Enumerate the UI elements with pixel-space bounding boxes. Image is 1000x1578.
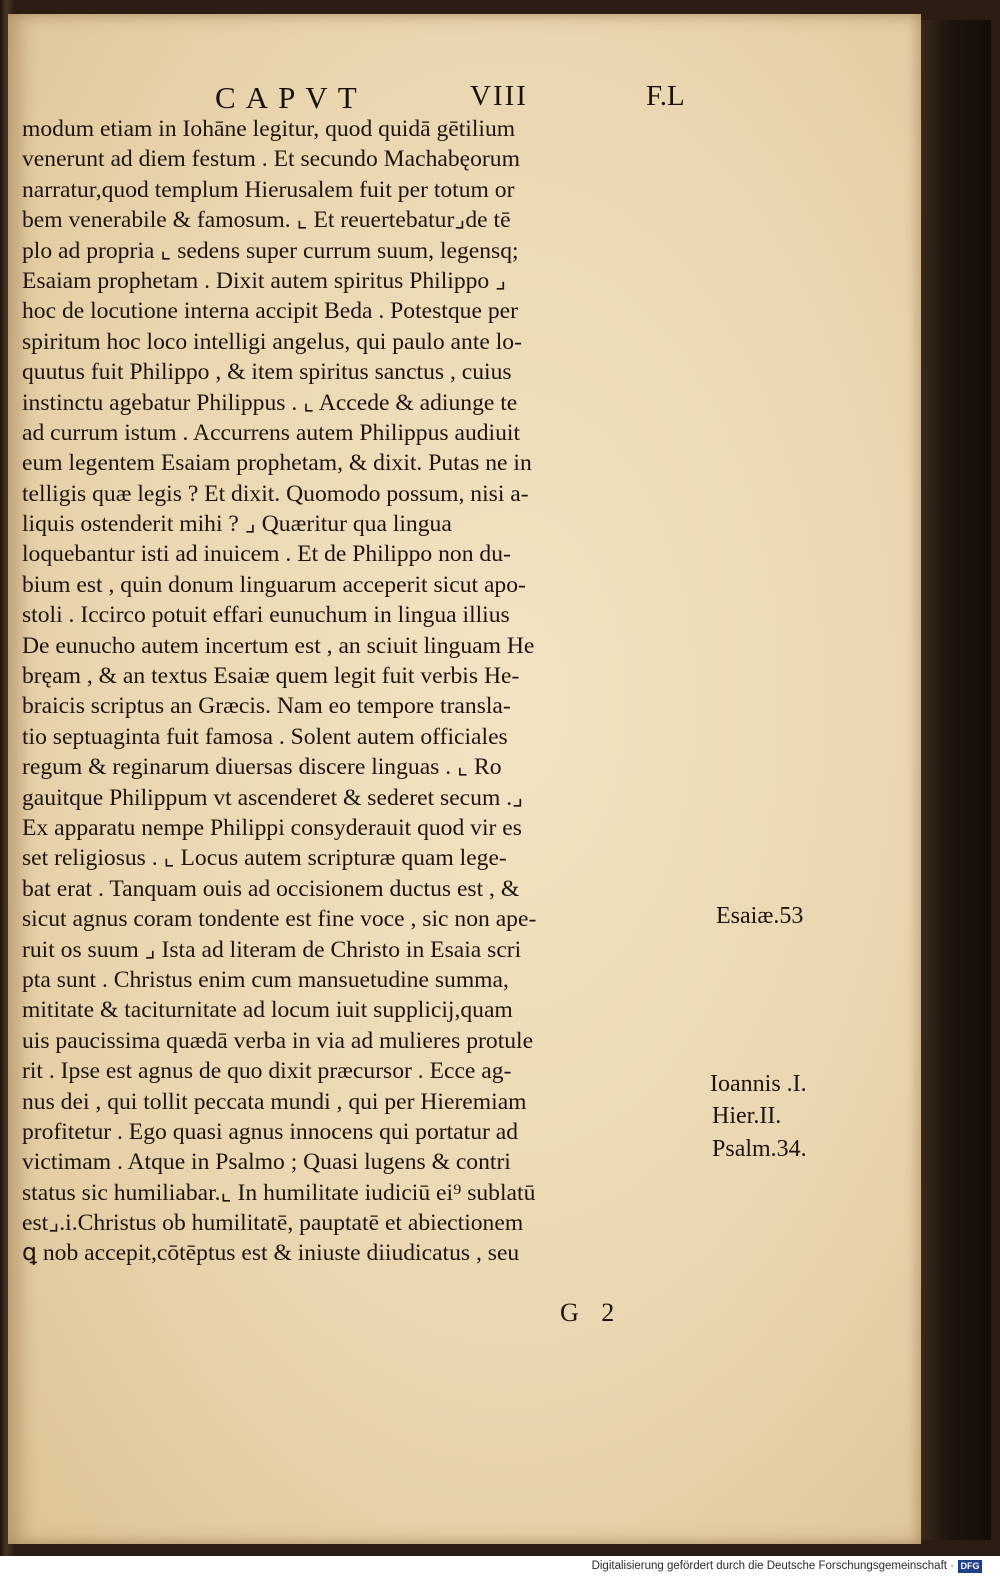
- text-line: victimam . Atque in Psalmo ; Quasi lugens & contri: [22, 1149, 511, 1176]
- text-line: telligis quæ legis ? Et dixit. Quomodo possum, nisi a-: [22, 480, 529, 507]
- text-line: ad currum istum . Accurrens autem Philippus audiuit: [22, 419, 521, 446]
- text-line: modum etiam in Iohāne legitur, quod quidā gētilium: [22, 116, 516, 142]
- text-line: nus dei , qui tollit peccata mundi , qui per Hieremiam: [22, 1088, 527, 1115]
- text-line: bem venerabile & famosum. ⌞ Et reuertebatur⌟de tē: [22, 207, 511, 234]
- text-line: braicis scriptus an Græcis. Nam eo tempore transla-: [22, 693, 511, 720]
- running-head-chapter-number: VIII: [470, 80, 528, 112]
- text-line: est⌟.i.Christus ob humilitatē, pauptatē et abiectionem: [22, 1210, 524, 1237]
- text-line: uis paucissima quædā verba in via ad mulieres protule: [22, 1027, 534, 1054]
- text-line: status sic humiliabar.⌞ In humilitate iudiciū ei⁹ sublatū: [22, 1179, 536, 1206]
- text-line: gauitque Philippum vt ascenderet & sederet secum .⌟: [22, 784, 524, 811]
- text-line: venerunt ad diem festum . Et secundo Machabęorum: [22, 146, 520, 173]
- text-line: tio septuaginta fuit famosa . Solent autem officiales: [22, 723, 508, 750]
- text-line: pta sunt . Christus enim cum mansuetudine summa,: [22, 966, 509, 993]
- running-head-caput: CAPVT: [215, 80, 367, 115]
- text-line: profitetur . Ego quasi agnus innocens qui portatur ad: [22, 1118, 519, 1145]
- text-line: ꝗ nob accepit,cōtēptus est & iniuste diiudicatus , seu: [22, 1240, 520, 1267]
- text-line: ruit os suum ⌟ Ista ad literam de Christo in Esaia scri: [22, 936, 522, 963]
- text-line: Esaiam prophetam . Dixit autem spiritus Philippo ⌟: [22, 267, 507, 294]
- text-line: loquebantur isti ad inuicem . Et de Philippo non du-: [22, 541, 511, 568]
- text-line: mititate & taciturnitate ad locum iuit supplicij,quam: [22, 997, 513, 1024]
- margin-note-ioannis: Ioannis .I.: [710, 1071, 807, 1097]
- footer-credit: Digitalisierung gefördert durch die Deutsche Forschungsgemeinschaft ·: [591, 1560, 954, 1572]
- text-line: plo ad propria ⌞ sedens super currum suum, legensq;: [22, 237, 519, 264]
- text-line: hoc de locutione interna accipit Beda . Potestque per: [22, 298, 518, 325]
- text-line: liquis ostenderit mihi ? ⌟ Quæritur qua lingua: [22, 511, 452, 538]
- text-line: Ex apparatu nempe Philippi consyderauit quod vir es: [22, 814, 522, 841]
- signature-mark: G 2: [560, 1298, 623, 1327]
- text-line: bręam , & an textus Esaiæ quem legit fuit verbis He-: [22, 663, 520, 690]
- margin-note-hier: Hier.II.: [712, 1103, 782, 1129]
- text-line: instinctu agebatur Philippus . ⌞ Accede & adiunge te: [22, 389, 518, 416]
- book-edge: [921, 20, 991, 1540]
- text-line: eum legentem Esaiam prophetam, & dixit. Putas ne in: [22, 450, 532, 477]
- text-line: bium est , quin donum linguarum acceperit sicut apo-: [22, 571, 526, 598]
- text-line: quutus fuit Philippo , & item spiritus sanctus , cuius: [22, 359, 512, 386]
- text-line: regum & reginarum diuersas discere linguas . ⌞ Ro: [22, 754, 502, 781]
- margin-note-psalm: Psalm.34.: [712, 1136, 807, 1162]
- running-head-folio: F.L: [646, 80, 685, 112]
- text-line: sicut agnus coram tondente est fine voce , sic non ape-: [22, 906, 537, 933]
- text-line: De eunucho autem incertum est , an sciuit linguam He: [22, 632, 535, 659]
- text-line: bat erat . Tanquam ouis ad occisionem ductus est , &: [22, 875, 520, 902]
- text-line: stoli . Iccirco potuit effari eunuchum in lingua illius: [22, 602, 510, 629]
- text-line: rit . Ipse est agnus de quo dixit præcursor . Ecce ag-: [22, 1058, 512, 1085]
- margin-note-esaiae: Esaiæ.53: [716, 903, 804, 929]
- body-text: [22, 114, 712, 1269]
- text-line: set religiosus . ⌞ Locus autem scripturæ quam lege-: [22, 845, 507, 872]
- text-line: spiritum hoc loco intelligi angelus, qui paulo ante lo-: [22, 328, 522, 355]
- text-line: narratur,quod templum Hierusalem fuit per totum or: [22, 176, 515, 203]
- dfg-logo-icon: DFG: [958, 1560, 982, 1573]
